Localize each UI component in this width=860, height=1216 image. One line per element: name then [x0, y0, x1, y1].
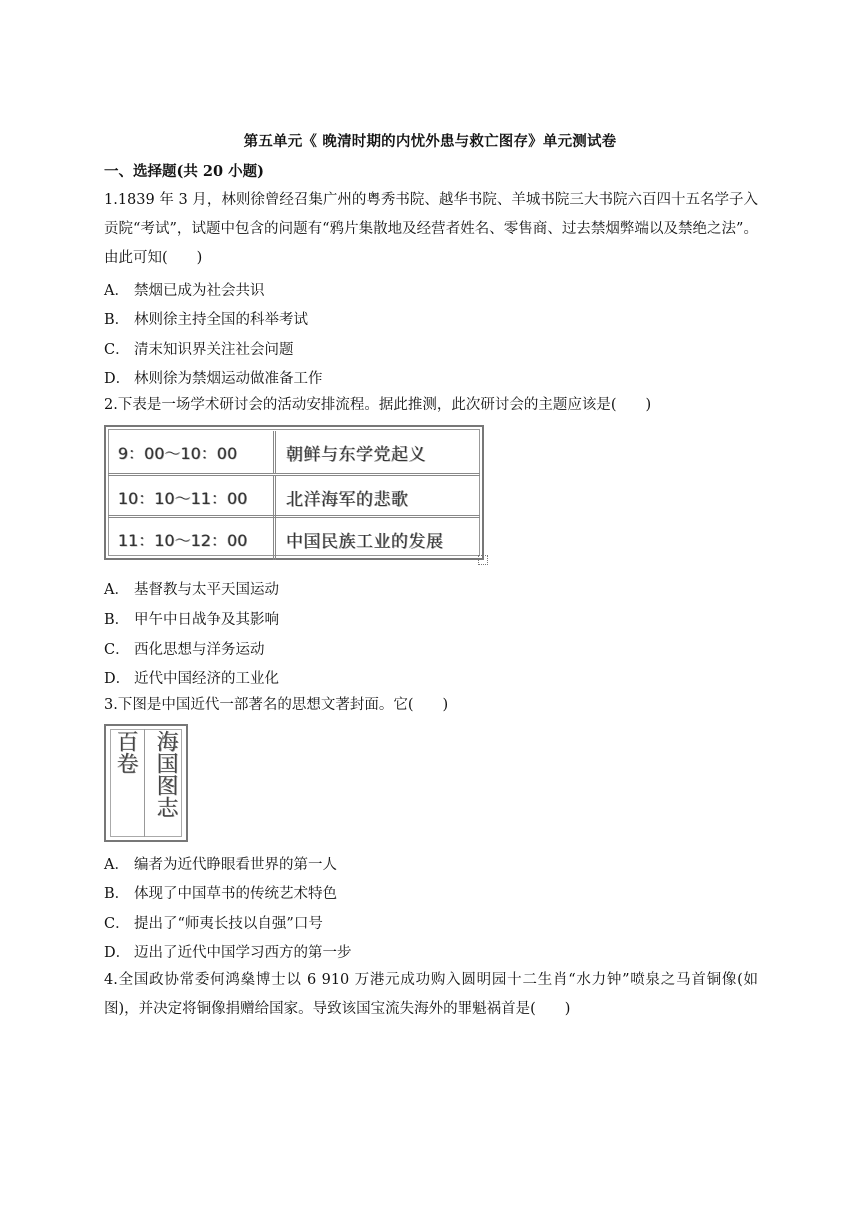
- question-3-option-d[interactable]: [104, 941, 352, 962]
- question-1-stem: 1.1839 年 3 月，林则徐曾经召集广州的粤秀书院、越华书院、羊城书院三大书院六百四十五名学子入贡院“考试”，试题中包含的问题有“鸦片集散地及经营者姓名、零售商、过去禁烟弊端以及禁绝之法”。由此可知( ): [104, 192, 758, 266]
- schedule-row: [108, 515, 480, 560]
- option-letter: C．: [104, 342, 130, 358]
- question-1-option-d[interactable]: [104, 367, 323, 388]
- option-letter: C．: [104, 916, 130, 932]
- schedule-time: 11：10～12：00: [108, 518, 276, 560]
- question-2-option-a[interactable]: [104, 578, 279, 599]
- schedule-row: [108, 473, 480, 518]
- option-letter: A．: [104, 857, 129, 873]
- book-cover-image: [104, 724, 188, 842]
- option-letter: D．: [104, 371, 131, 387]
- option-text: 清末知识界关注社会问题: [134, 342, 294, 358]
- option-text: 甲午中日战争及其影响: [134, 612, 279, 628]
- option-letter: B．: [104, 886, 130, 902]
- cover-divider: [144, 729, 145, 837]
- option-letter: D．: [104, 945, 131, 961]
- schedule-topic: 朝鲜与东学党起义: [286, 444, 426, 465]
- schedule-table-image: [104, 425, 488, 565]
- option-letter: B．: [104, 312, 130, 328]
- option-letter: D．: [104, 671, 131, 687]
- schedule-time: 9：00～10：00: [108, 431, 276, 473]
- question-1-option-b[interactable]: [104, 308, 308, 329]
- cover-right-column: 海国图志: [153, 730, 178, 818]
- schedule-row: [108, 431, 480, 473]
- question-1-option-c[interactable]: [104, 338, 294, 359]
- schedule-time: 10：10～11：00: [108, 476, 276, 518]
- option-text: 编者为近代睁眼看世界的第一人: [134, 857, 337, 873]
- question-2-option-c[interactable]: [104, 638, 265, 659]
- option-text: 林则徐主持全国的科举考试: [134, 312, 308, 328]
- option-letter: A．: [104, 582, 129, 598]
- question-3-option-c[interactable]: [104, 912, 323, 933]
- option-letter: A．: [104, 283, 129, 299]
- document-title: 第五单元《 晚清时期的内忧外患与救亡图存》单元测试卷: [243, 133, 617, 150]
- question-3-stem: 3.下图是中国近代一部著名的思想文著封面。它( ): [104, 697, 449, 713]
- option-text: 禁烟已成为社会共识: [134, 283, 265, 299]
- option-text: 基督教与太平天国运动: [134, 582, 279, 598]
- schedule-topic: 北洋海军的悲歌: [286, 489, 409, 510]
- question-1-option-a[interactable]: [104, 279, 265, 300]
- option-text: 迈出了近代中国学习西方的第一步: [134, 945, 352, 961]
- question-3-option-b[interactable]: [104, 882, 337, 903]
- schedule-topic: 中国民族工业的发展: [286, 531, 444, 552]
- option-text: 西化思想与洋务运动: [134, 642, 265, 658]
- section-heading: 一、选择题(共 20 小题): [104, 163, 264, 180]
- cover-left-column: 百卷: [113, 730, 138, 774]
- question-4-stem: 4.全国政协常委何鸿燊博士以 6 910 万港元成功购入圆明园十二生肖“水力钟”喷泉之马首铜像(如图)，并决定将铜像捐赠给国家。导致该国宝流失海外的罪魁祸首是( ): [104, 972, 758, 1017]
- option-text: 林则徐为禁烟运动做准备工作: [134, 371, 323, 387]
- option-text: 近代中国经济的工业化: [134, 671, 279, 687]
- option-text: 体现了中国草书的传统艺术特色: [134, 886, 337, 902]
- option-letter: C．: [104, 642, 130, 658]
- question-3-option-a[interactable]: [104, 853, 337, 874]
- question-2-option-b[interactable]: [104, 608, 279, 629]
- question-2-stem: 2.下表是一场学术研讨会的活动安排流程。据此推测，此次研讨会的主题应该是( ): [104, 397, 652, 413]
- image-resize-handle: [478, 555, 488, 565]
- option-text: 提出了“师夷长技以自强”口号: [134, 916, 323, 932]
- question-2-option-d[interactable]: [104, 667, 279, 688]
- option-letter: B．: [104, 612, 130, 628]
